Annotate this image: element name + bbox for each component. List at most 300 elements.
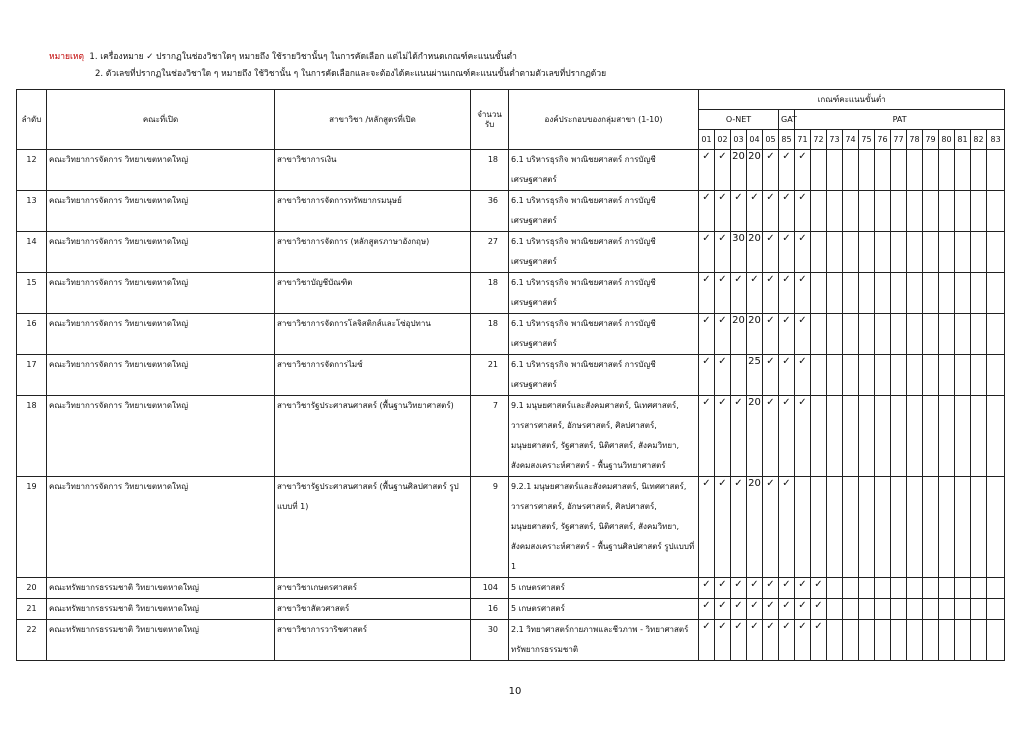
header-pat: PAT	[795, 110, 1005, 130]
score-cell-79	[923, 578, 939, 599]
score-cell-72	[811, 191, 827, 232]
score-cell-03: ✓	[731, 191, 747, 232]
row-program: สาขาวิชาการวาริชศาสตร์	[275, 620, 471, 661]
score-cell-73	[827, 232, 843, 273]
score-cell-78	[907, 232, 923, 273]
score-cell-80	[939, 599, 955, 620]
score-cell-75	[859, 273, 875, 314]
score-cell-74	[843, 273, 859, 314]
score-cell-79	[923, 620, 939, 661]
score-cell-83	[987, 477, 1005, 578]
score-cell-01: ✓	[699, 232, 715, 273]
score-cell-82	[971, 150, 987, 191]
score-cell-82	[971, 191, 987, 232]
row-faculty: คณะวิทยาการจัดการ วิทยาเขตหาดใหญ่	[47, 191, 275, 232]
score-cell-85: ✓	[779, 150, 795, 191]
row-faculty: คณะวิทยาการจัดการ วิทยาเขตหาดใหญ่	[47, 355, 275, 396]
score-cell-82	[971, 396, 987, 477]
score-cell-83	[987, 620, 1005, 661]
score-cell-76	[875, 191, 891, 232]
row-number: 16	[17, 314, 47, 355]
row-number: 17	[17, 355, 47, 396]
score-cell-72	[811, 477, 827, 578]
notes	[49, 49, 606, 83]
table-row	[17, 314, 1005, 355]
score-cell-71: ✓	[795, 620, 811, 661]
row-program: สาขาวิชาการเงิน	[275, 150, 471, 191]
score-cell-73	[827, 477, 843, 578]
score-cell-03: 20	[731, 150, 747, 191]
score-cell-05: ✓	[763, 578, 779, 599]
subheader-77: 77	[891, 130, 907, 150]
score-cell-71: ✓	[795, 314, 811, 355]
row-number: 20	[17, 578, 47, 599]
score-cell-71: ✓	[795, 599, 811, 620]
score-cell-72	[811, 273, 827, 314]
score-cell-02: ✓	[715, 620, 731, 661]
row-quota: 18	[471, 314, 509, 355]
score-cell-78	[907, 355, 923, 396]
score-cell-71: ✓	[795, 355, 811, 396]
score-cell-83	[987, 599, 1005, 620]
table-row	[17, 355, 1005, 396]
score-cell-75	[859, 620, 875, 661]
score-cell-73	[827, 599, 843, 620]
score-cell-05: ✓	[763, 232, 779, 273]
score-cell-78	[907, 599, 923, 620]
score-cell-78	[907, 620, 923, 661]
score-cell-83	[987, 396, 1005, 477]
subheader-72: 72	[811, 130, 827, 150]
score-cell-77	[891, 620, 907, 661]
score-cell-75	[859, 191, 875, 232]
row-quota: 21	[471, 355, 509, 396]
score-cell-04: ✓	[747, 578, 763, 599]
subheader-75: 75	[859, 130, 875, 150]
score-cell-01: ✓	[699, 150, 715, 191]
score-cell-81	[955, 578, 971, 599]
table-row	[17, 191, 1005, 232]
score-cell-85: ✓	[779, 620, 795, 661]
score-cell-76	[875, 477, 891, 578]
row-faculty: คณะวิทยาการจัดการ วิทยาเขตหาดใหญ่	[47, 314, 275, 355]
note-label: หมายเหตุ	[49, 52, 84, 62]
score-cell-80	[939, 232, 955, 273]
row-number: 13	[17, 191, 47, 232]
score-cell-75	[859, 355, 875, 396]
score-cell-75	[859, 150, 875, 191]
score-cell-82	[971, 232, 987, 273]
score-cell-74	[843, 191, 859, 232]
header-onet: O-NET	[699, 110, 779, 130]
row-composition: 6.1 บริหารธุรกิจ พาณิชยศาสตร์ การบัญชี เศรษฐศาสตร์	[509, 232, 699, 273]
subheader-05: 05	[763, 130, 779, 150]
score-cell-79	[923, 314, 939, 355]
score-cell-05: ✓	[763, 599, 779, 620]
score-cell-05: ✓	[763, 355, 779, 396]
header-gat: GAT	[779, 110, 795, 130]
score-cell-04: 20	[747, 232, 763, 273]
score-cell-05: ✓	[763, 620, 779, 661]
subheader-02: 02	[715, 130, 731, 150]
score-cell-79	[923, 477, 939, 578]
score-cell-82	[971, 599, 987, 620]
score-cell-80	[939, 396, 955, 477]
score-cell-72: ✓	[811, 620, 827, 661]
score-cell-80	[939, 578, 955, 599]
row-program: สาขาวิชารัฐประศาสนศาสตร์ (พื้นฐานศิลปศาสตร์ รูปแบบที่ 1)	[275, 477, 471, 578]
row-number: 19	[17, 477, 47, 578]
score-cell-76	[875, 578, 891, 599]
row-quota: 27	[471, 232, 509, 273]
row-composition: 6.1 บริหารธุรกิจ พาณิชยศาสตร์ การบัญชี เศรษฐศาสตร์	[509, 150, 699, 191]
row-number: 22	[17, 620, 47, 661]
score-cell-81	[955, 232, 971, 273]
row-quota: 16	[471, 599, 509, 620]
score-cell-81	[955, 314, 971, 355]
score-cell-81	[955, 355, 971, 396]
score-cell-82	[971, 620, 987, 661]
score-cell-75	[859, 599, 875, 620]
table-row	[17, 599, 1005, 620]
row-faculty: คณะวิทยาการจัดการ วิทยาเขตหาดใหญ่	[47, 396, 275, 477]
score-cell-02: ✓	[715, 599, 731, 620]
row-faculty: คณะทรัพยากรธรรมชาติ วิทยาเขตหาดใหญ่	[47, 620, 275, 661]
score-cell-78	[907, 314, 923, 355]
subheader-80: 80	[939, 130, 955, 150]
subheader-01: 01	[699, 130, 715, 150]
header-composition: องค์ประกอบของกลุ่มสาขา (1-10)	[509, 90, 699, 150]
score-cell-03	[731, 355, 747, 396]
row-program: สาขาวิชาการจัดการทรัพยากรมนุษย์	[275, 191, 471, 232]
score-cell-73	[827, 191, 843, 232]
subheader-79: 79	[923, 130, 939, 150]
score-cell-78	[907, 396, 923, 477]
score-cell-85: ✓	[779, 477, 795, 578]
score-cell-83	[987, 355, 1005, 396]
score-cell-71: ✓	[795, 396, 811, 477]
score-cell-77	[891, 191, 907, 232]
score-cell-76	[875, 314, 891, 355]
row-quota: 36	[471, 191, 509, 232]
score-cell-73	[827, 150, 843, 191]
score-cell-77	[891, 273, 907, 314]
score-cell-82	[971, 578, 987, 599]
score-cell-74	[843, 477, 859, 578]
subheader-78: 78	[907, 130, 923, 150]
score-cell-74	[843, 578, 859, 599]
score-cell-75	[859, 314, 875, 355]
score-cell-71: ✓	[795, 273, 811, 314]
score-cell-79	[923, 232, 939, 273]
score-cell-80	[939, 477, 955, 578]
header-order: ลำดับ	[17, 90, 47, 150]
score-cell-83	[987, 191, 1005, 232]
score-cell-01: ✓	[699, 477, 715, 578]
score-cell-03: ✓	[731, 620, 747, 661]
score-cell-71: ✓	[795, 191, 811, 232]
page-number: 10	[508, 686, 522, 697]
score-cell-85: ✓	[779, 578, 795, 599]
score-cell-85: ✓	[779, 273, 795, 314]
score-cell-77	[891, 477, 907, 578]
row-quota: 104	[471, 578, 509, 599]
score-cell-01: ✓	[699, 620, 715, 661]
subheader-76: 76	[875, 130, 891, 150]
score-cell-83	[987, 232, 1005, 273]
score-cell-76	[875, 273, 891, 314]
score-cell-72	[811, 150, 827, 191]
score-cell-82	[971, 355, 987, 396]
row-quota: 18	[471, 150, 509, 191]
row-quota: 7	[471, 396, 509, 477]
header-faculty: คณะที่เปิด	[47, 90, 275, 150]
score-cell-75	[859, 477, 875, 578]
subheader-03: 03	[731, 130, 747, 150]
score-cell-03: ✓	[731, 599, 747, 620]
score-cell-72	[811, 232, 827, 273]
score-cell-02: ✓	[715, 150, 731, 191]
score-cell-80	[939, 620, 955, 661]
score-cell-76	[875, 620, 891, 661]
score-cell-04: 20	[747, 396, 763, 477]
row-faculty: คณะทรัพยากรธรรมชาติ วิทยาเขตหาดใหญ่	[47, 599, 275, 620]
score-cell-76	[875, 355, 891, 396]
score-cell-01: ✓	[699, 599, 715, 620]
score-cell-02: ✓	[715, 355, 731, 396]
score-cell-77	[891, 232, 907, 273]
score-cell-81	[955, 150, 971, 191]
score-cell-77	[891, 355, 907, 396]
score-cell-76	[875, 150, 891, 191]
score-cell-83	[987, 273, 1005, 314]
subheader-83: 83	[987, 130, 1005, 150]
score-cell-05: ✓	[763, 191, 779, 232]
score-cell-79	[923, 273, 939, 314]
score-cell-81	[955, 396, 971, 477]
score-cell-02: ✓	[715, 273, 731, 314]
score-cell-80	[939, 150, 955, 191]
score-cell-82	[971, 477, 987, 578]
score-cell-74	[843, 620, 859, 661]
score-cell-74	[843, 314, 859, 355]
row-quota: 9	[471, 477, 509, 578]
header-program: สาขาวิชา /หลักสูตรที่เปิด	[275, 90, 471, 150]
score-cell-85: ✓	[779, 355, 795, 396]
score-cell-71: ✓	[795, 578, 811, 599]
row-composition: 6.1 บริหารธุรกิจ พาณิชยศาสตร์ การบัญชี เศรษฐศาสตร์	[509, 191, 699, 232]
score-cell-05: ✓	[763, 396, 779, 477]
score-cell-05: ✓	[763, 273, 779, 314]
row-composition: 6.1 บริหารธุรกิจ พาณิชยศาสตร์ การบัญชี เศรษฐศาสตร์	[509, 273, 699, 314]
score-cell-74	[843, 150, 859, 191]
row-program: สาขาวิชาการจัดการ (หลักสูตรภาษาอังกฤษ)	[275, 232, 471, 273]
score-cell-85: ✓	[779, 314, 795, 355]
score-cell-74	[843, 232, 859, 273]
score-cell-78	[907, 578, 923, 599]
score-cell-73	[827, 314, 843, 355]
row-quota: 18	[471, 273, 509, 314]
score-cell-83	[987, 314, 1005, 355]
table-row	[17, 150, 1005, 191]
table-body	[17, 150, 1005, 661]
score-cell-78	[907, 273, 923, 314]
row-composition: 2.1 วิทยาศาสตร์กายภาพและชีวภาพ - วิทยาศาสตร์ ทรัพยากรธรรมชาติ	[509, 620, 699, 661]
score-cell-04: ✓	[747, 599, 763, 620]
row-number: 18	[17, 396, 47, 477]
score-cell-05: ✓	[763, 314, 779, 355]
score-cell-79	[923, 150, 939, 191]
score-cell-76	[875, 396, 891, 477]
table-row	[17, 273, 1005, 314]
score-cell-01: ✓	[699, 355, 715, 396]
score-cell-81	[955, 620, 971, 661]
table-row	[17, 232, 1005, 273]
score-cell-72	[811, 314, 827, 355]
note-1-text: 1. เครื่องหมาย ✓ ปรากฏในช่องวิชาใดๆ หมายถึง ใช้รายวิชานั้นๆ ในการคัดเลือก แต่ไม่ได้กำหนดเกณฑ์คะแนนขั้นต่ำ	[89, 52, 517, 62]
score-cell-80	[939, 191, 955, 232]
score-cell-02: ✓	[715, 191, 731, 232]
subheader-04: 04	[747, 130, 763, 150]
row-composition: 5 เกษตรศาสตร์	[509, 578, 699, 599]
subheader-85: 85	[779, 130, 795, 150]
row-faculty: คณะทรัพยากรธรรมชาติ วิทยาเขตหาดใหญ่	[47, 578, 275, 599]
row-program: สาขาวิชาบัญชีบัณฑิต	[275, 273, 471, 314]
header-min-score: เกณฑ์คะแนนขั้นต่ำ	[699, 90, 1005, 110]
score-cell-72: ✓	[811, 578, 827, 599]
score-cell-72	[811, 355, 827, 396]
score-cell-78	[907, 477, 923, 578]
score-cell-85: ✓	[779, 599, 795, 620]
score-cell-73	[827, 355, 843, 396]
score-cell-80	[939, 273, 955, 314]
score-cell-72	[811, 396, 827, 477]
score-cell-02: ✓	[715, 396, 731, 477]
score-cell-02: ✓	[715, 314, 731, 355]
score-cell-71: ✓	[795, 232, 811, 273]
score-cell-02: ✓	[715, 578, 731, 599]
score-cell-75	[859, 232, 875, 273]
row-program: สาขาวิชาการจัดการไมซ์	[275, 355, 471, 396]
score-cell-77	[891, 150, 907, 191]
score-cell-04: 25	[747, 355, 763, 396]
row-program: สาขาวิชาการจัดการโลจิสติกส์และโซ่อุปทาน	[275, 314, 471, 355]
note-line-2: 2. ตัวเลขที่ปรากฏในช่องวิชาใด ๆ หมายถึง ใช้วิชานั้น ๆ ในการคัดเลือกและจะต้องได้คะแนนผ่านเกณฑ์คะแนนขั้นต่ำตามตัวเลขที่ปรากฏด้วย	[95, 69, 607, 79]
header-quota: จำนวนรับ	[471, 90, 509, 150]
score-cell-04: 20	[747, 477, 763, 578]
score-cell-03: ✓	[731, 396, 747, 477]
score-cell-81	[955, 191, 971, 232]
score-cell-73	[827, 620, 843, 661]
score-cell-01: ✓	[699, 396, 715, 477]
table-row	[17, 477, 1005, 578]
score-cell-77	[891, 599, 907, 620]
score-cell-76	[875, 599, 891, 620]
row-number: 21	[17, 599, 47, 620]
score-cell-85: ✓	[779, 191, 795, 232]
admission-table	[16, 89, 1005, 661]
score-cell-79	[923, 599, 939, 620]
score-cell-01: ✓	[699, 273, 715, 314]
score-cell-74	[843, 396, 859, 477]
score-cell-03: ✓	[731, 578, 747, 599]
score-cell-04: 20	[747, 150, 763, 191]
score-cell-81	[955, 273, 971, 314]
score-cell-75	[859, 396, 875, 477]
score-cell-80	[939, 355, 955, 396]
subheader-82: 82	[971, 130, 987, 150]
score-cell-03: ✓	[731, 273, 747, 314]
row-faculty: คณะวิทยาการจัดการ วิทยาเขตหาดใหญ่	[47, 150, 275, 191]
score-cell-02: ✓	[715, 232, 731, 273]
score-cell-82	[971, 314, 987, 355]
subheader-73: 73	[827, 130, 843, 150]
row-program: สาขาวิชาสัตวศาสตร์	[275, 599, 471, 620]
score-cell-76	[875, 232, 891, 273]
score-cell-04: 20	[747, 314, 763, 355]
score-cell-85: ✓	[779, 396, 795, 477]
score-cell-72: ✓	[811, 599, 827, 620]
row-faculty: คณะวิทยาการจัดการ วิทยาเขตหาดใหญ่	[47, 232, 275, 273]
row-number: 12	[17, 150, 47, 191]
score-cell-04: ✓	[747, 191, 763, 232]
score-cell-75	[859, 578, 875, 599]
score-cell-81	[955, 599, 971, 620]
score-cell-73	[827, 396, 843, 477]
row-composition: 6.1 บริหารธุรกิจ พาณิชยศาสตร์ การบัญชี เศรษฐศาสตร์	[509, 314, 699, 355]
score-cell-71	[795, 477, 811, 578]
score-cell-04: ✓	[747, 273, 763, 314]
score-cell-01: ✓	[699, 191, 715, 232]
subheader-81: 81	[955, 130, 971, 150]
table-row	[17, 578, 1005, 599]
row-number: 14	[17, 232, 47, 273]
score-cell-85: ✓	[779, 232, 795, 273]
score-cell-73	[827, 578, 843, 599]
subheader-71: 71	[795, 130, 811, 150]
row-composition: 6.1 บริหารธุรกิจ พาณิชยศาสตร์ การบัญชี เศรษฐศาสตร์	[509, 355, 699, 396]
score-cell-78	[907, 191, 923, 232]
note-line-1	[49, 49, 606, 66]
row-number: 15	[17, 273, 47, 314]
score-cell-74	[843, 355, 859, 396]
row-composition: 5 เกษตรศาสตร์	[509, 599, 699, 620]
score-cell-82	[971, 273, 987, 314]
row-quota: 30	[471, 620, 509, 661]
table-row	[17, 396, 1005, 477]
score-cell-03: 20	[731, 314, 747, 355]
score-cell-79	[923, 191, 939, 232]
row-faculty: คณะวิทยาการจัดการ วิทยาเขตหาดใหญ่	[47, 477, 275, 578]
score-cell-73	[827, 273, 843, 314]
row-composition: 9.2.1 มนุษยศาสตร์และสังคมศาสตร์, นิเทศศาสตร์, วารสารศาสตร์, อักษรศาสตร์, ศิลปศาสตร์, มนุษยศาสตร์, รัฐศาสตร์, นิติศาสตร์, สังคมวิทยา, สังคมสงเคราะห์ศาสตร์ - พื้นฐานศิลปศาสตร์ รูปแบบที่ 1	[509, 477, 699, 578]
score-cell-02: ✓	[715, 477, 731, 578]
subheader-74: 74	[843, 130, 859, 150]
table-row	[17, 620, 1005, 661]
score-cell-74	[843, 599, 859, 620]
row-program: สาขาวิชาเกษตรศาสตร์	[275, 578, 471, 599]
score-cell-04: ✓	[747, 620, 763, 661]
row-faculty: คณะวิทยาการจัดการ วิทยาเขตหาดใหญ่	[47, 273, 275, 314]
score-cell-80	[939, 314, 955, 355]
score-cell-01: ✓	[699, 578, 715, 599]
score-cell-79	[923, 396, 939, 477]
score-cell-81	[955, 477, 971, 578]
score-cell-03: ✓	[731, 477, 747, 578]
score-cell-01: ✓	[699, 314, 715, 355]
row-program: สาขาวิชารัฐประศาสนศาสตร์ (พื้นฐานวิทยาศาสตร์)	[275, 396, 471, 477]
score-cell-83	[987, 578, 1005, 599]
